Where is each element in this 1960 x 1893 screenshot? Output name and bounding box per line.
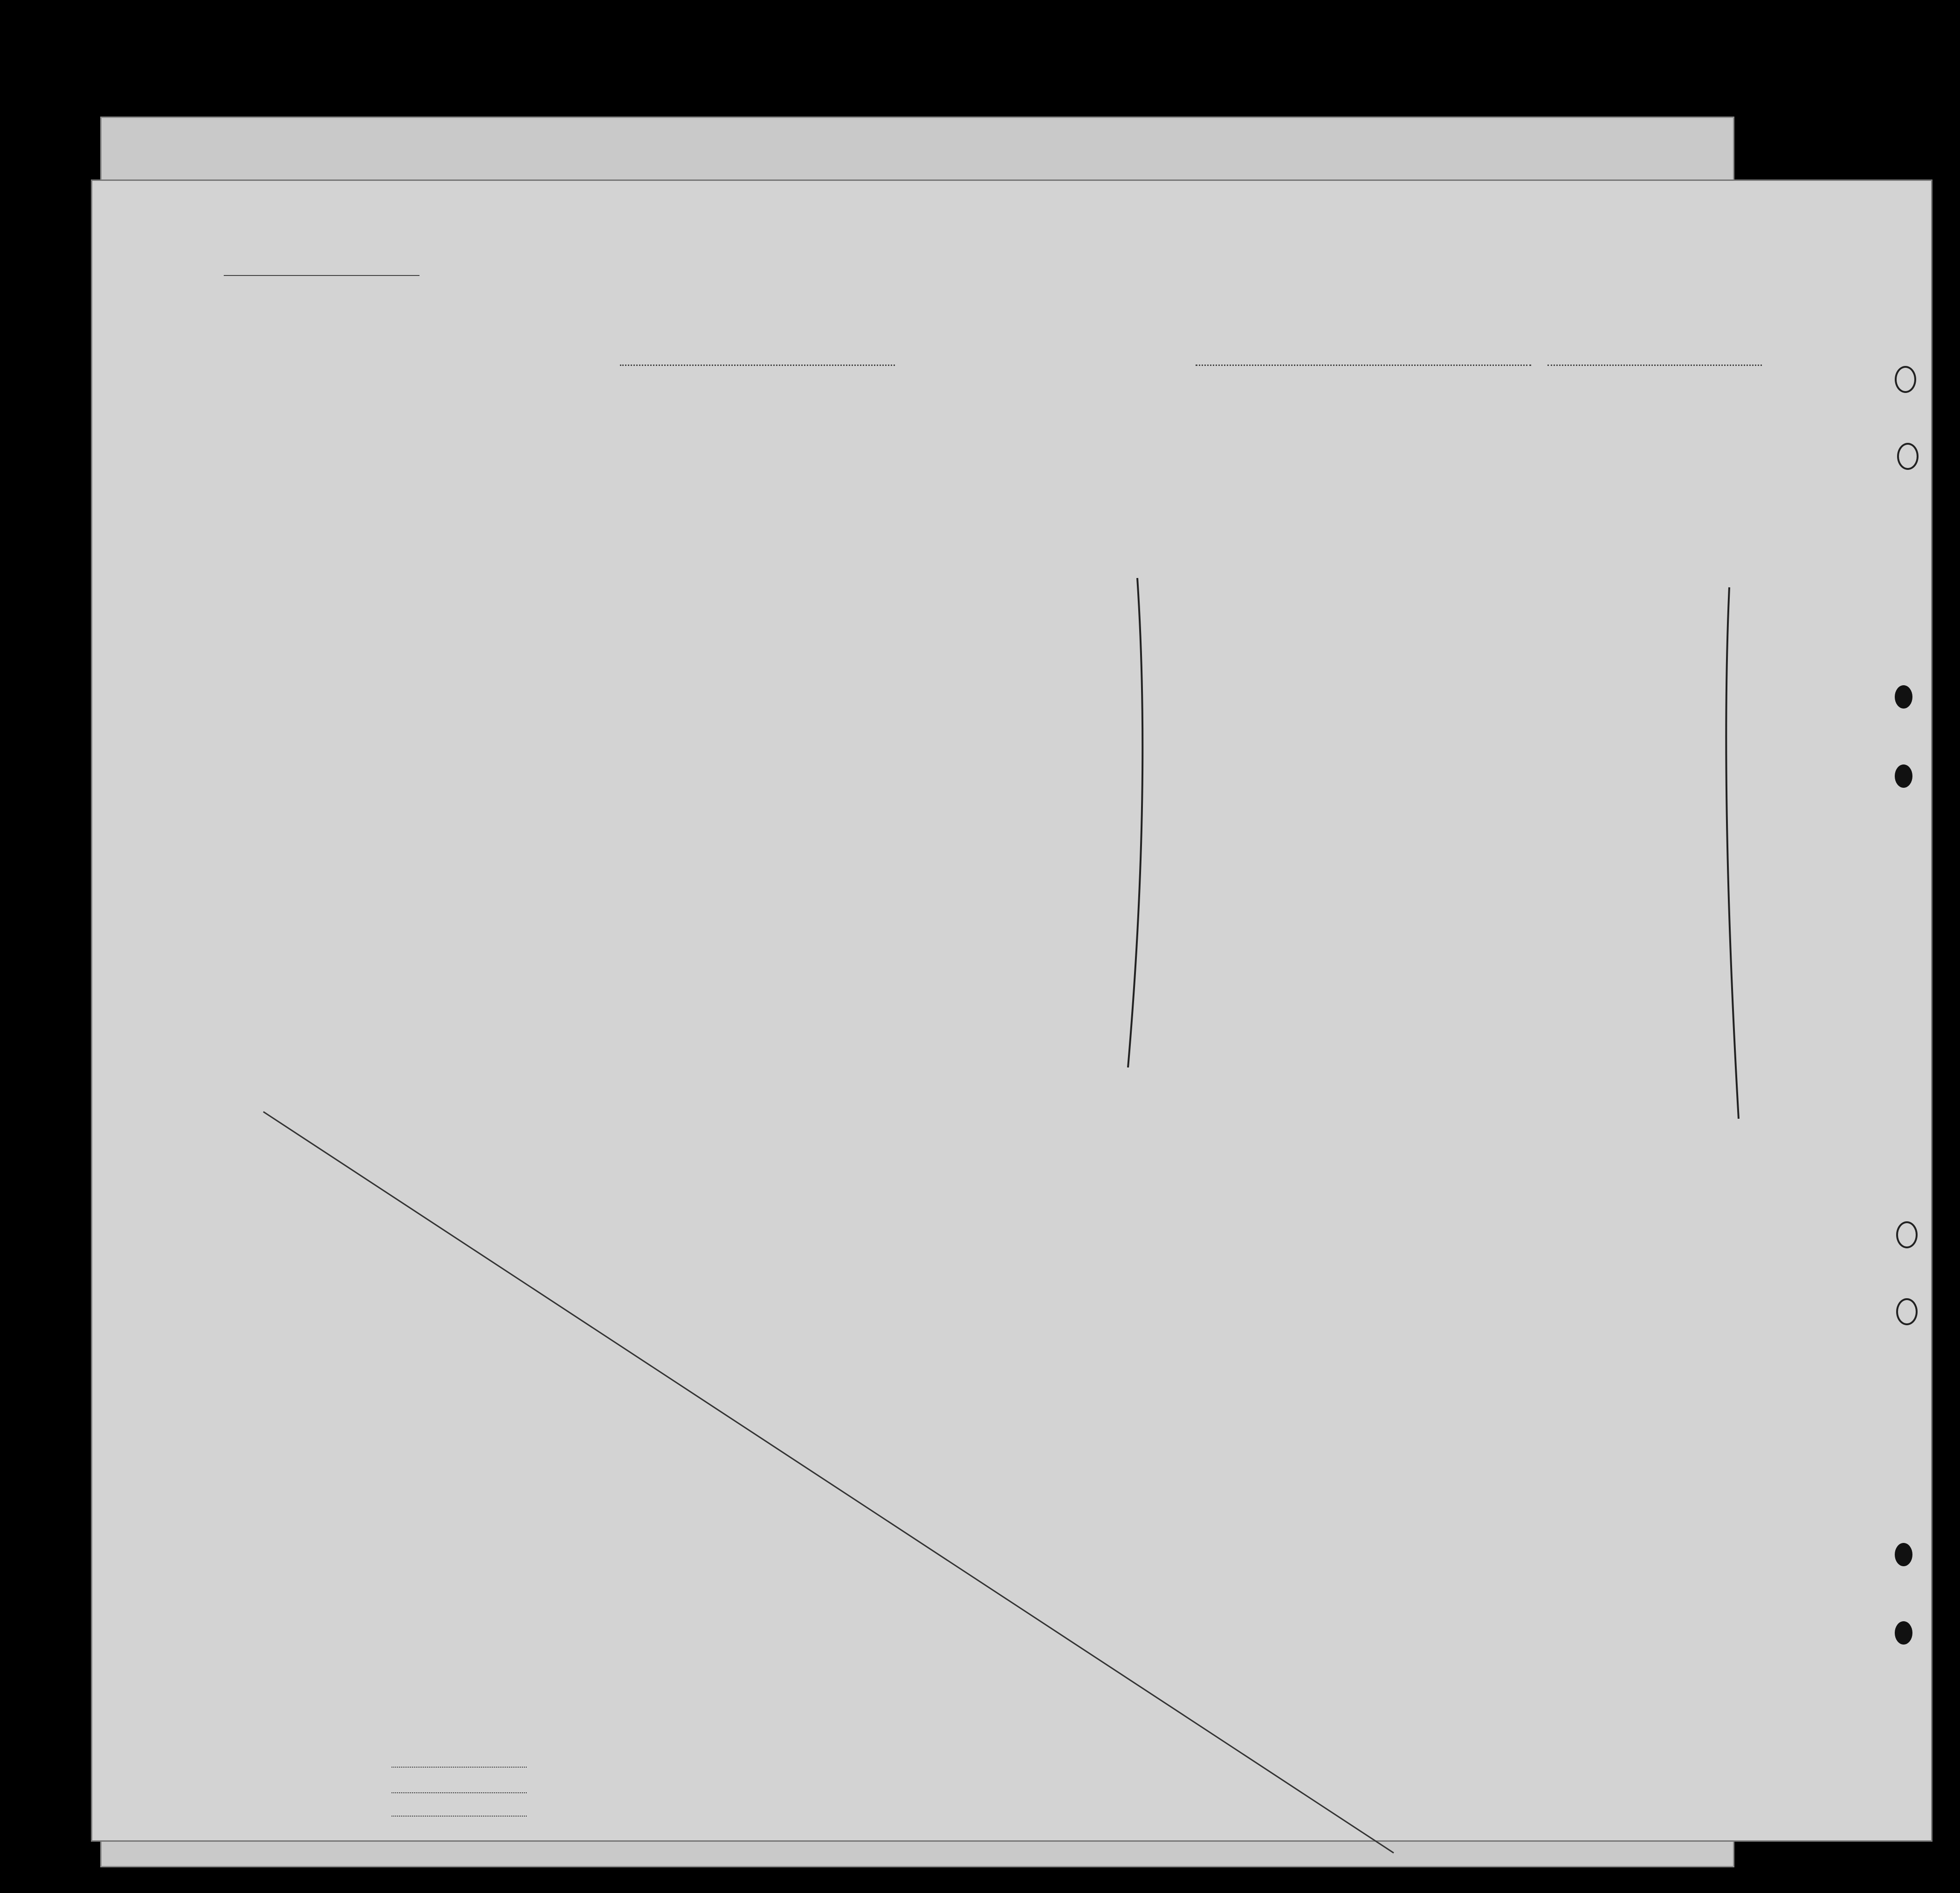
- binder-hole: [1895, 366, 1916, 393]
- citizens-dots: [392, 1783, 527, 1793]
- binder-hole: [1895, 764, 1912, 788]
- binder-hole: [1896, 1221, 1918, 1248]
- total-dots: [392, 1757, 527, 1768]
- aliens-dots: [392, 1806, 527, 1817]
- binder-hole: [1896, 1298, 1918, 1325]
- binder-hole: [1897, 443, 1919, 470]
- binder-hole: [1895, 1543, 1912, 1566]
- binder-hole: [1895, 1621, 1912, 1645]
- binder-hole: [1895, 685, 1912, 709]
